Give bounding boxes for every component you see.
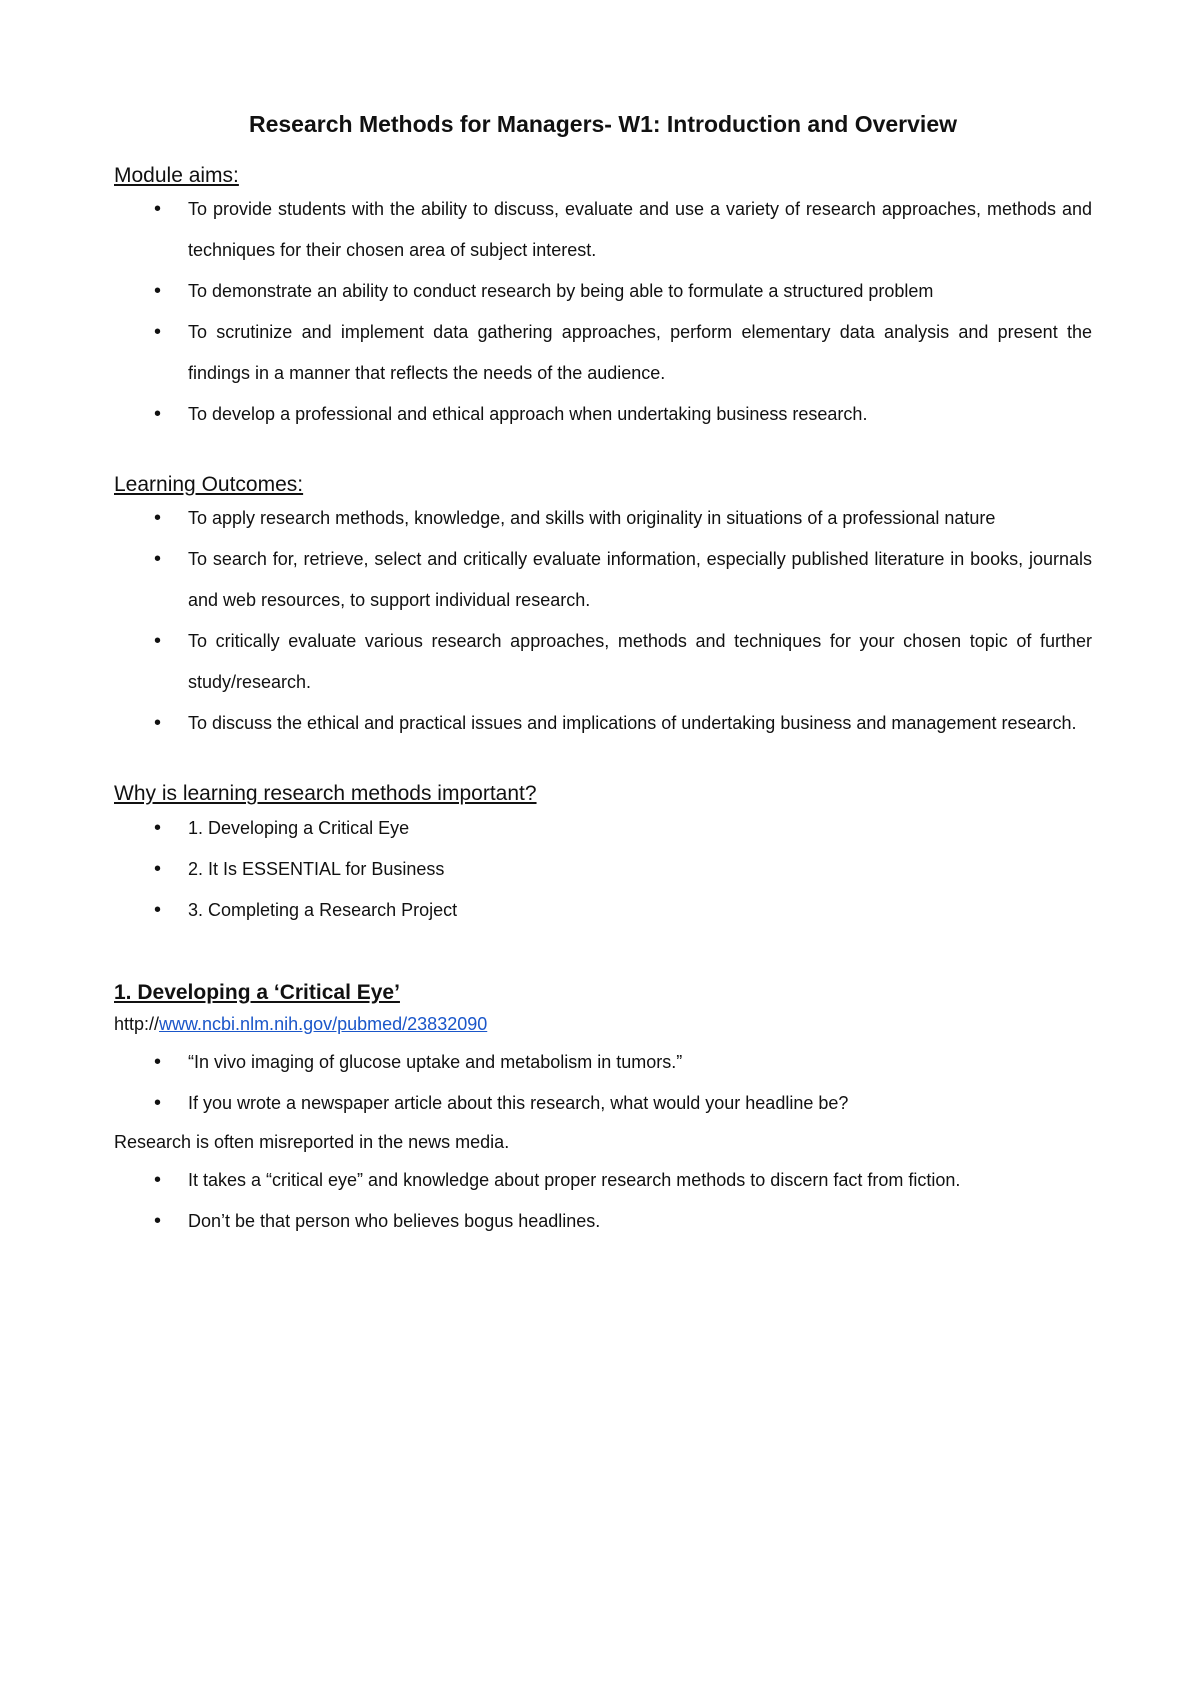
why-important-heading: Why is learning research methods important? <box>114 782 537 806</box>
list-item: • If you wrote a newspaper article about this research, what would your headline be? <box>114 1083 1092 1124</box>
list-item: • It takes a “critical eye” and knowledge about proper research methods to discern fact from fiction. <box>114 1160 1092 1201</box>
list-item: • To provide students with the ability to discuss, evaluate and use a variety of research approaches, methods and techniques for their chosen area of subject interest. <box>114 189 1092 271</box>
module-aims-heading: Module aims: <box>114 163 239 187</box>
source-url-line <box>114 1006 1092 1042</box>
list-item: • To scrutinize and implement data gathering approaches, perform elementary data analysis and present the findings in a manner that reflects the needs of the audience. <box>114 312 1092 394</box>
document-title: Research Methods for Managers- W1: Introduction and Overview <box>248 111 957 137</box>
learning-outcomes-heading: Learning Outcomes: <box>114 473 304 497</box>
list-item: • To demonstrate an ability to conduct research by being able to formulate a structured problem <box>114 271 1092 312</box>
list-item: • 2. It Is ESSENTIAL for Business <box>114 849 1092 890</box>
list-item: • 3. Completing a Research Project <box>114 890 1092 931</box>
url-prefix: http:// <box>114 1014 160 1035</box>
pubmed-link[interactable]: www.ncbi.nlm.nih.gov/pubmed/23832090 <box>159 1014 488 1035</box>
list-item: • To apply research methods, knowledge, and skills with originality in situations of a professional nature <box>114 498 1092 539</box>
critical-eye-list <box>114 1042 1092 1124</box>
list-item: • Don’t be that person who believes bogus headlines. <box>114 1201 1092 1242</box>
list-item: • To discuss the ethical and practical issues and implications of undertaking business and management research. <box>114 703 1092 744</box>
list-item: • To critically evaluate various research approaches, methods and techniques for your chosen topic of further study/research. <box>114 621 1092 703</box>
list-item: • To develop a professional and ethical approach when undertaking business research. <box>114 394 1092 435</box>
critical-eye-heading: 1. Developing a ‘Critical Eye’ <box>114 980 400 1004</box>
learning-outcomes-list <box>114 498 1092 744</box>
list-item: • To search for, retrieve, select and critically evaluate information, especially published literature in books, journals and web resources, to support individual research. <box>114 539 1092 621</box>
module-aims-list <box>114 189 1092 435</box>
misreported-list <box>114 1160 1092 1242</box>
misreported-text: Research is often misreported in the news media. <box>114 1132 510 1153</box>
document-page <box>114 110 1092 1242</box>
why-important-list <box>114 808 1092 931</box>
list-item: • 1. Developing a Critical Eye <box>114 808 1092 849</box>
list-item: • “In vivo imaging of glucose uptake and metabolism in tumors.” <box>114 1042 1092 1083</box>
